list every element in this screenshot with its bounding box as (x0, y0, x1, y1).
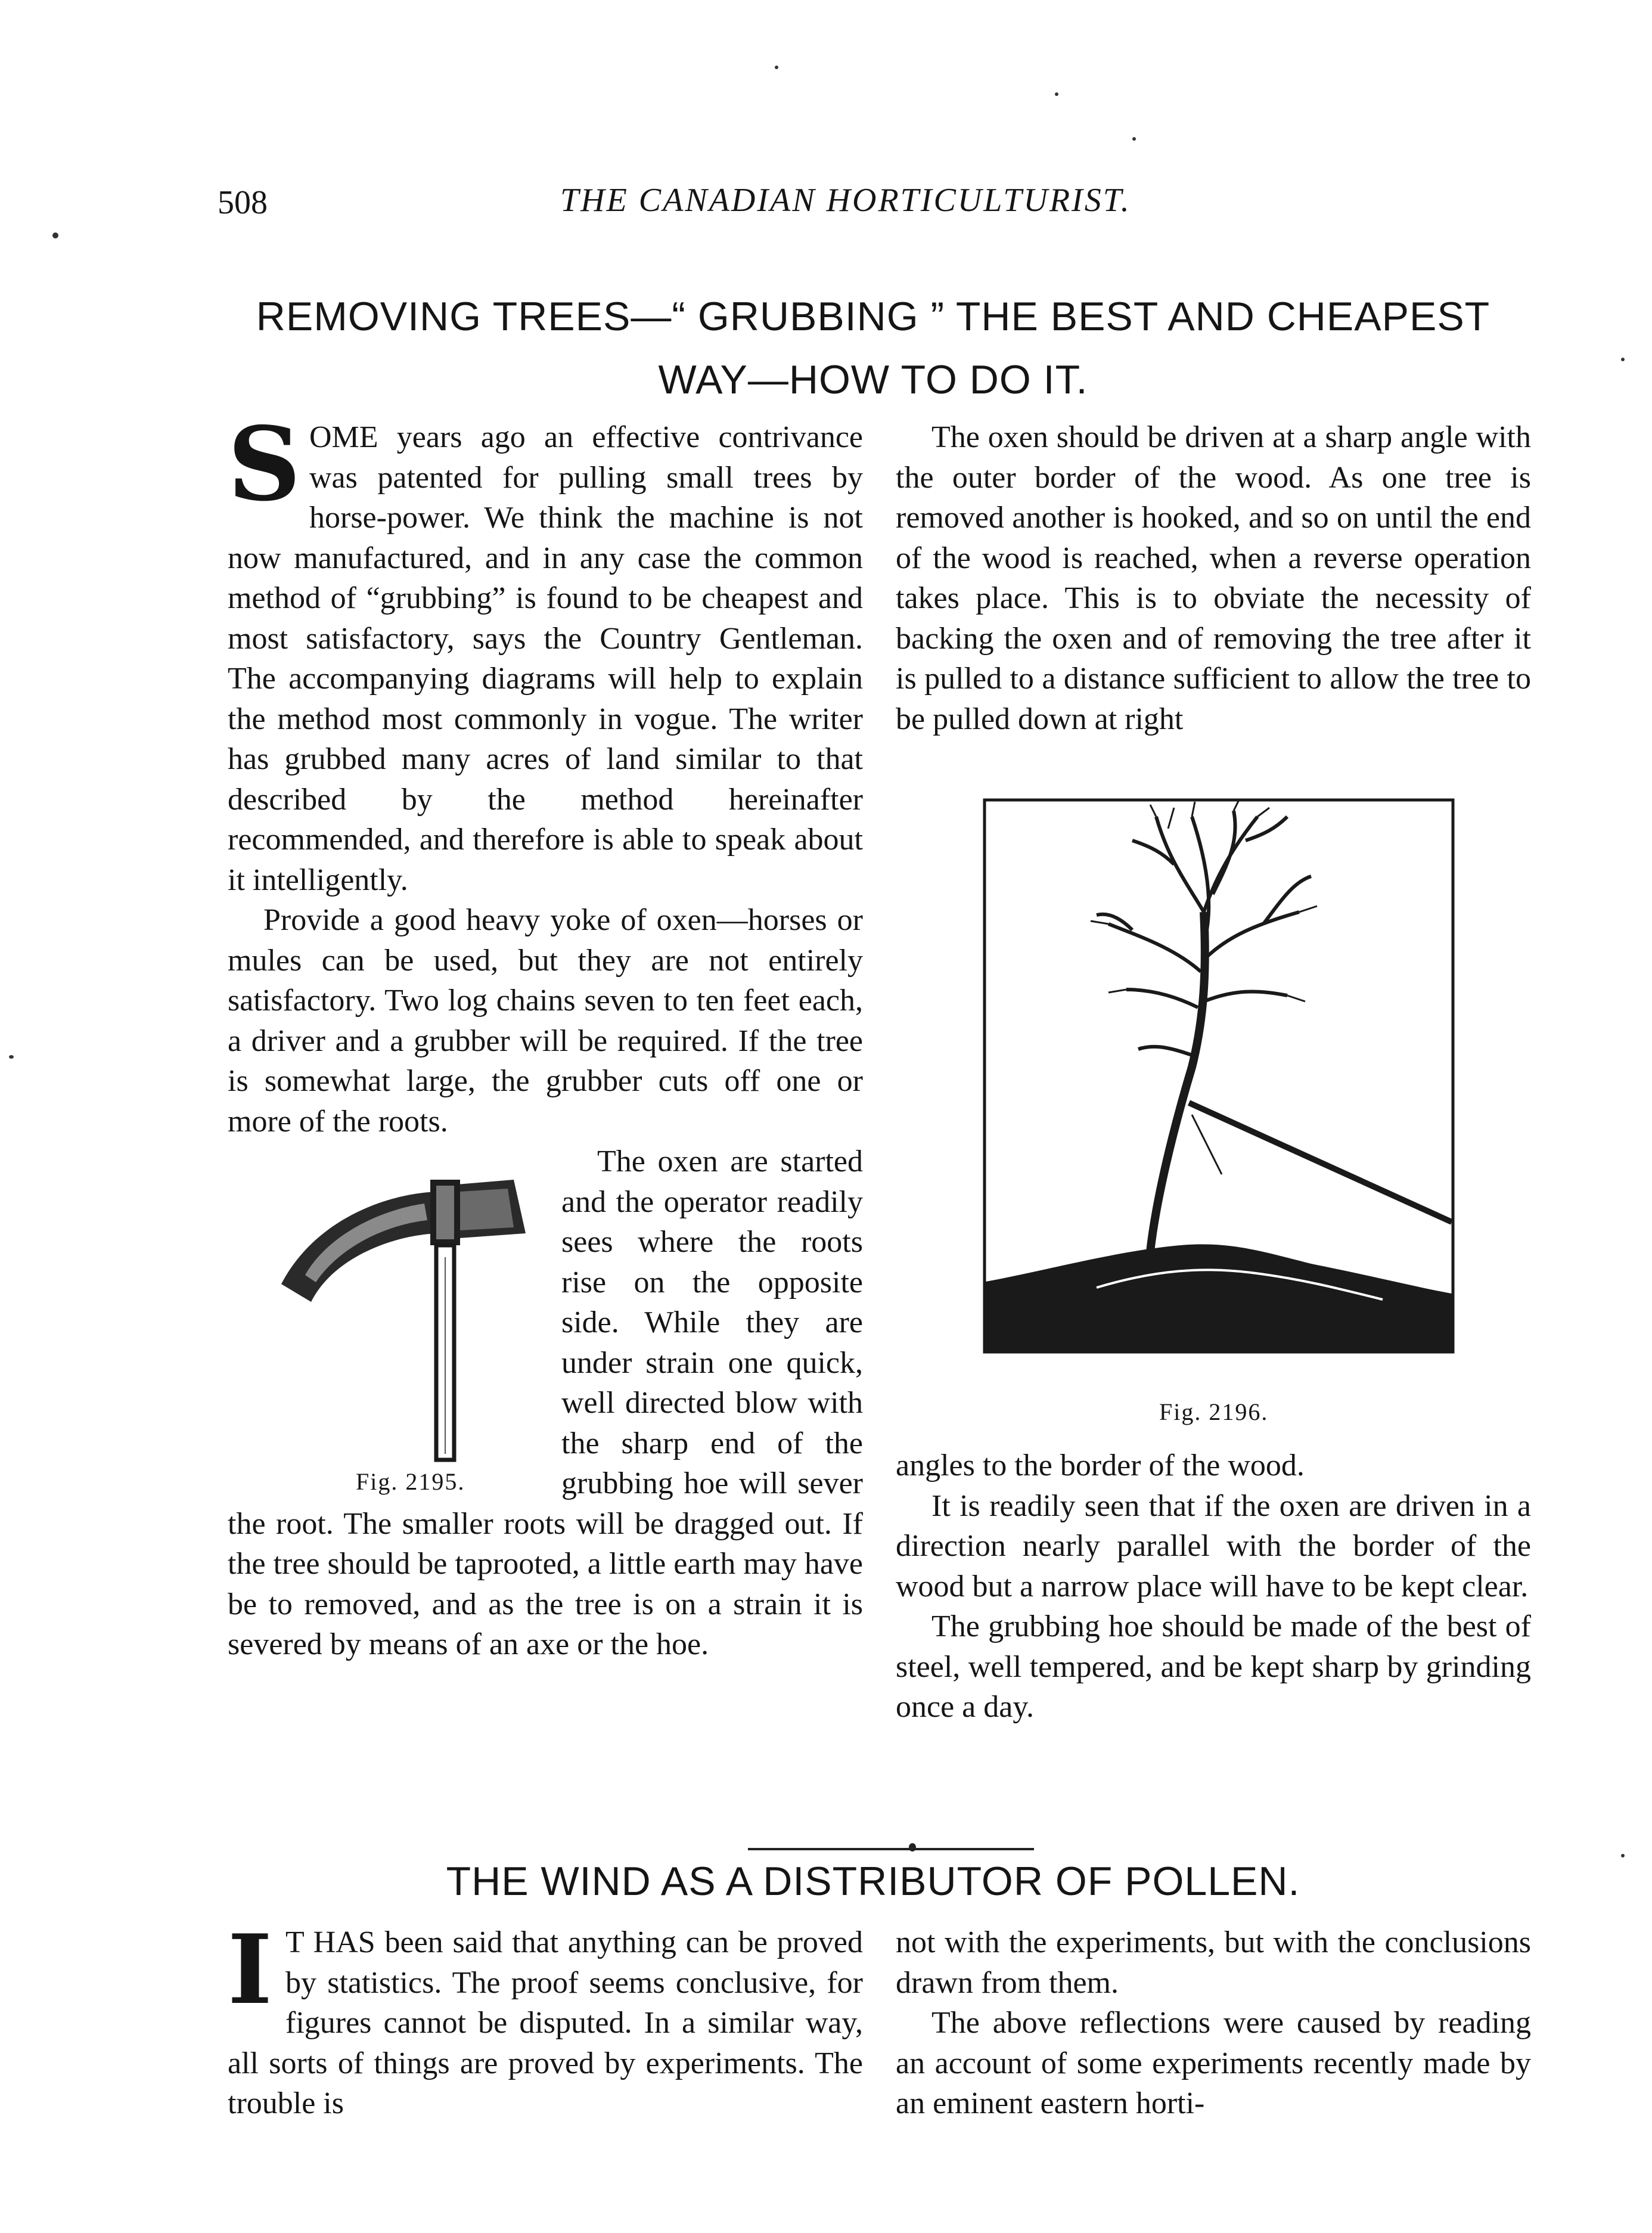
article-title-wind-pollen (212, 1850, 1535, 1913)
article2-paragraph-1 (228, 1913, 863, 2124)
article-title-line-2: WAY—HOW TO DO IT. (658, 357, 1088, 402)
figure-2195-grubbing-hoe (228, 1144, 549, 1495)
drop-cap-i: I (228, 1913, 272, 2026)
article-title-removing-trees (212, 285, 1535, 411)
scan-speck (9, 1055, 14, 1059)
article1-right-column-bottom (896, 1446, 1531, 1728)
drop-cap-s: S (228, 405, 301, 524)
article1-paragraph-2: Provide a good heavy yoke of oxen—horses or mules can be used, but they are not entirely satisfactory. Two log chains seven to ten feet each, a driver and a grubber will be required. If the tree is somewhat large, the grubber cuts off one or more of the roots. (228, 903, 863, 1139)
article2-title-text: THE WIND AS A DISTRIBUTOR OF POLLEN. (446, 1859, 1300, 1904)
paragraph-text: T HAS been said that anything can be proved by statistics. The proof seems conclusive, for figures cannot be disputed. In a similar way, all sorts of things are proved by experiments. The trouble is (228, 1925, 863, 2120)
paragraph-text: The oxen are started and the operator readily sees where the roots rise on the opposite side. While they are under strain one quick, well directed blow with the sharp end of the grubbing hoe will sever the root. The smaller roots will be dragged out. If the tree should be taprooted, a little earth may have be to removed, and as the tree is on a strain it is severed by means of an axe or the hoe. (228, 1145, 863, 1661)
figure-2196-tree-pulling (977, 793, 1460, 1425)
running-title: THE CANADIAN HORTICULTURIST. (560, 182, 1131, 219)
article1-right-paragraph-3: The grubbing hoe should be made of the best of steel, well tempered, and be kept sharp by grinding once a day. (896, 1609, 1531, 1724)
scan-speck (1621, 1854, 1625, 1857)
article-title-line-1: REMOVING TREES—“ GRUBBING ” THE BEST AND CHEAPEST (256, 294, 1490, 339)
scan-speck (1132, 137, 1136, 141)
article2-right-paragraph-2: The above reflections were caused by reading an account of some experiments recently made by an eminent eastern horti- (896, 2006, 1531, 2120)
scan-speck (1621, 358, 1625, 361)
page-number: 508 (218, 184, 268, 221)
article1-right-paragraph-2: It is readily seen that if the oxen are driven in a direction nearly parallel with the border of the wood but a narrow place will have to be kept clear. (896, 1488, 1531, 1604)
article1-paragraph-1 (228, 405, 863, 900)
scan-speck (1055, 92, 1058, 96)
article1-right-column-top (896, 417, 1531, 739)
article2-right-paragraph-1: not with the experiments, but with the conclusions drawn from them. (896, 1925, 1531, 2000)
article1-left-column (228, 405, 863, 1782)
running-header (0, 178, 1652, 231)
scan-speck (52, 232, 58, 238)
grubbing-hoe-illustration (263, 1144, 585, 1475)
paragraph-text: OME years ago an effective contrivance was patented for pulling small trees by horse-power. We think the machine is not now manufactured, and in any case the common method of “grubbing” is found to be cheapest and most satisfactory, says the Country Gentleman. The accompanying diagrams will help to explain the method most commonly in vogue. The writer has grubbed many acres of land similar to that described by the method hereinafter recommended, and therefore is able to speak about it intelligently. (228, 420, 863, 897)
article2-right-column (896, 1922, 1531, 2124)
scan-speck (775, 66, 778, 69)
article1-right-paragraph-1: The oxen should be driven at a sharp angle with the outer border of the wood. As one tree is removed another is hooked, and so on until the end of the wood is reached, when a reverse operation takes place. This is to obviate the necessity of backing the oxen and of removing the tree after it is pulled to a distance sufficient to allow the tree to be pulled down at right (896, 420, 1531, 736)
article2-left-column (228, 1913, 863, 2124)
article1-right-paragraph-1-continued: angles to the border of the wood. (896, 1449, 1305, 1483)
tree-pulling-illustration (977, 793, 1460, 1362)
figure-2195-caption: Fig. 2195. (356, 1468, 465, 1495)
figure-2196-caption: Fig. 2196. (1159, 1398, 1269, 1425)
article1-paragraph-3 (228, 1142, 863, 1665)
